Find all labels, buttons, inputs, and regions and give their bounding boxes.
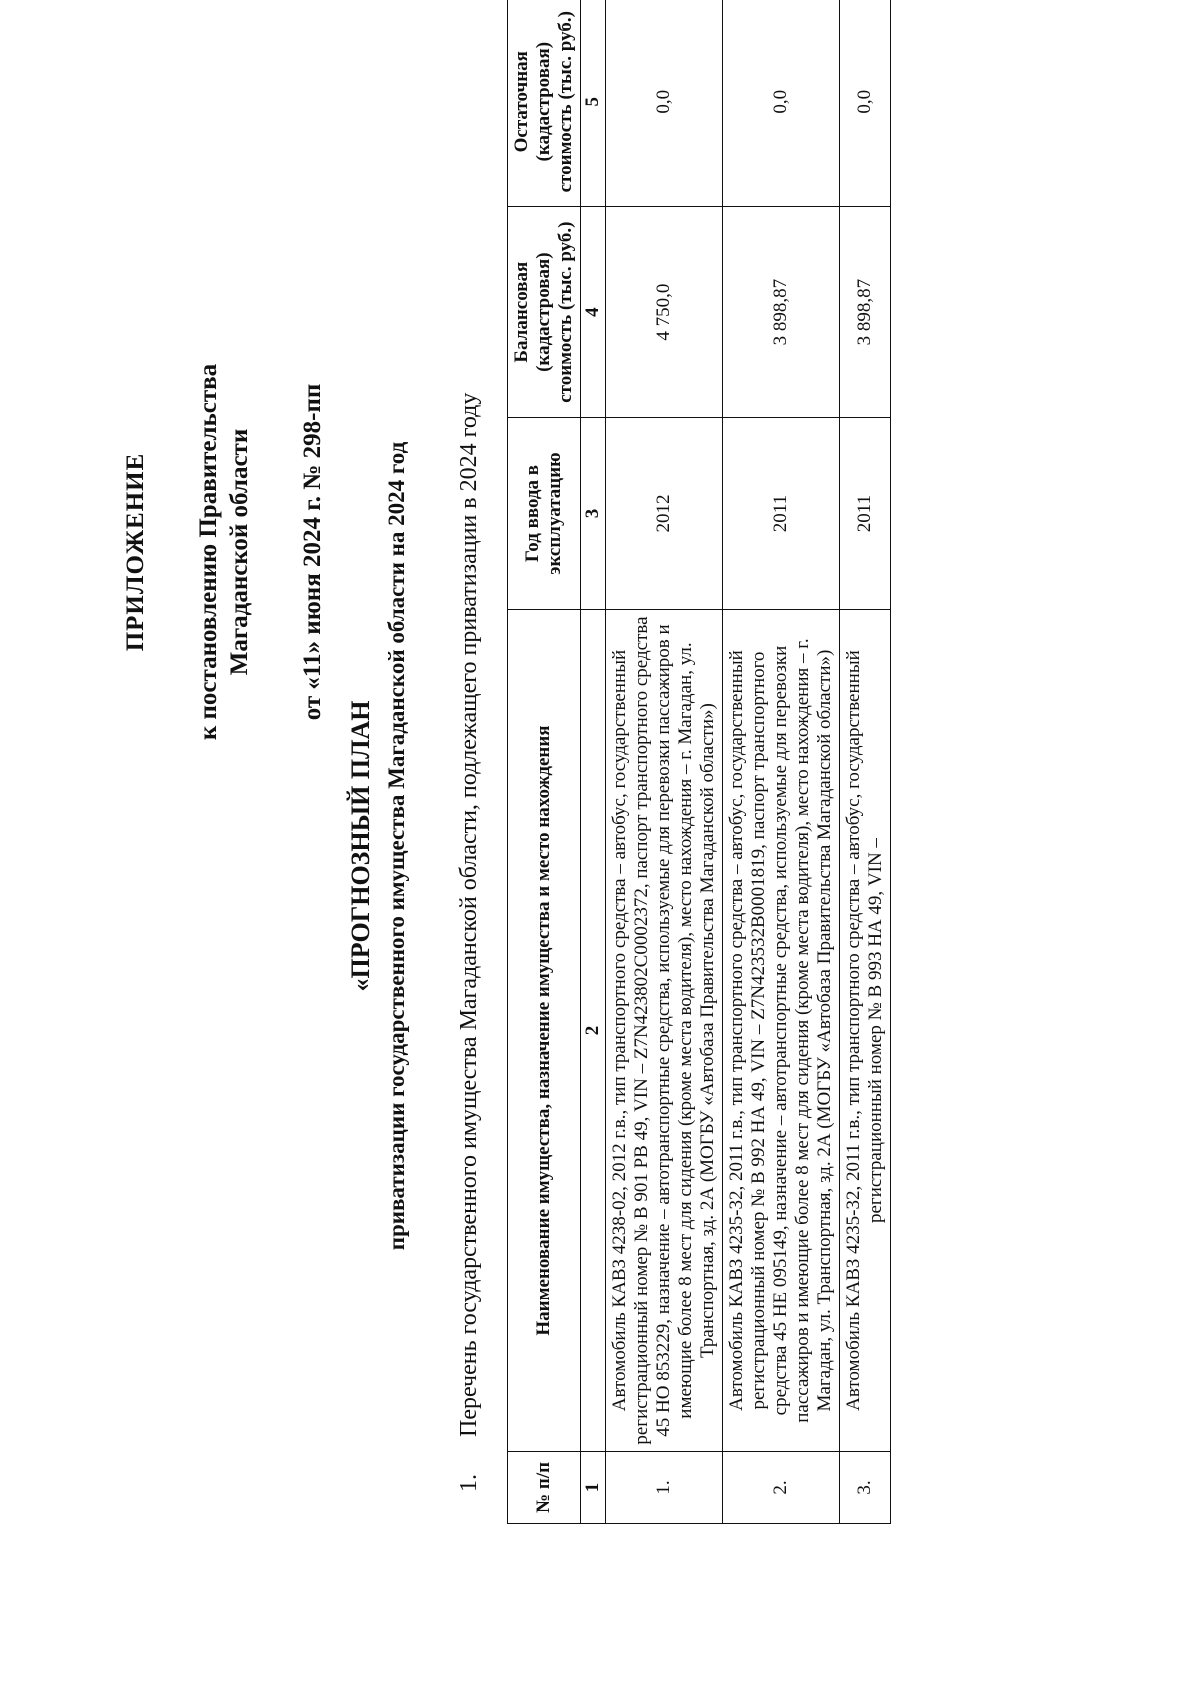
row-balance-value: 4 750,0	[606, 207, 723, 417]
header-residual-value: Остаточная (кадастровая) стоимость (тыс. руб.)	[508, 0, 581, 207]
table-row	[723, 0, 840, 1524]
column-number: 2	[581, 610, 606, 1452]
row-residual-value: 0,0	[723, 0, 840, 207]
row-number: 2.	[723, 1451, 840, 1523]
column-number: 1	[581, 1451, 606, 1523]
section-text: Перечень государственного имущества Магаданской области, подлежащего приватизации в 2024 году	[456, 392, 482, 1437]
header-year: Год ввода в эксплуатацию	[508, 417, 581, 609]
row-description: Автомобиль КАВЗ 4235-32, 2011 г.в., тип транспортного средства – автобус, государственный регистрационный номер № В 992 НА 49, VIN – Z7N423532B0001819, паспорт транспортного средства 45 НЕ 095149, назначение – автотранспортные средства, используемые для перевозки пассажиров и имеющие более 8 мест для сидения (кроме места водителя), место нахождения – г. Магадан, ул. Транспортная, зд. 2А (МОГБУ «Автобаза Правительства Магаданской области»)	[723, 610, 840, 1452]
row-description: Автомобиль КАВЗ 4238-02, 2012 г.в., тип транспортного средства – автобус, государственный регистрационный номер № В 901 РВ 49, VIN – Z7N423802C0002372, паспорт транспортного средства 45 НО 853229, назначение – автотранспортные средства, используемые для перевозки пассажиров и имеющие более 8 мест для сидения (кроме места водителя), место нахождения – г. Магадан, ул. Транспортная, зд. 2А (МОГБУ «Автобаза Правительства Магаданской области»)	[606, 610, 723, 1452]
table-header-row	[508, 0, 581, 1524]
privatization-table	[507, 0, 891, 1524]
column-number-row	[581, 0, 606, 1524]
header-balance-value: Балансовая (кадастровая) стоимость (тыс. руб.)	[508, 207, 581, 417]
row-number: 1.	[606, 1451, 723, 1523]
column-number: 5	[581, 0, 606, 207]
table-row	[840, 0, 891, 1524]
section-number: 1.	[456, 1474, 482, 1492]
section-heading	[455, 192, 483, 1492]
header-description: Наименование имущества, назначение имущества и место нахождения	[508, 610, 581, 1452]
plan-subtitle: приватизации государственного имущества Магаданской области на 2024 год	[384, 441, 409, 1251]
appendix-line-2: Магаданской области	[226, 428, 253, 676]
header-number: № п/п	[508, 1451, 581, 1523]
row-number: 3.	[840, 1451, 891, 1523]
row-residual-value: 0,0	[606, 0, 723, 207]
appendix-block	[120, 252, 328, 852]
row-year: 2012	[606, 417, 723, 609]
row-balance-value: 3 898,87	[840, 207, 891, 417]
row-description: Автомобиль КАВЗ 4235-32, 2011 г.в., тип транспортного средства – автобус, государственный регистрационный номер № В 993 НА 49, VIN –	[840, 610, 891, 1452]
appendix-line-1: к постановлению Правительства	[195, 363, 222, 741]
row-balance-value: 3 898,87	[723, 207, 840, 417]
row-year: 2011	[840, 417, 891, 609]
row-year: 2011	[723, 417, 840, 609]
appendix-title: ПРИЛОЖЕНИЕ	[122, 452, 149, 652]
table-row	[606, 0, 723, 1524]
column-number: 4	[581, 207, 606, 417]
plan-title: «ПРОГНОЗНЫЙ ПЛАН	[346, 700, 375, 992]
row-residual-value: 0,0	[840, 0, 891, 207]
column-number: 3	[581, 417, 606, 609]
appendix-date: от «11» июня 2024 г. № 298-пп	[299, 383, 326, 721]
